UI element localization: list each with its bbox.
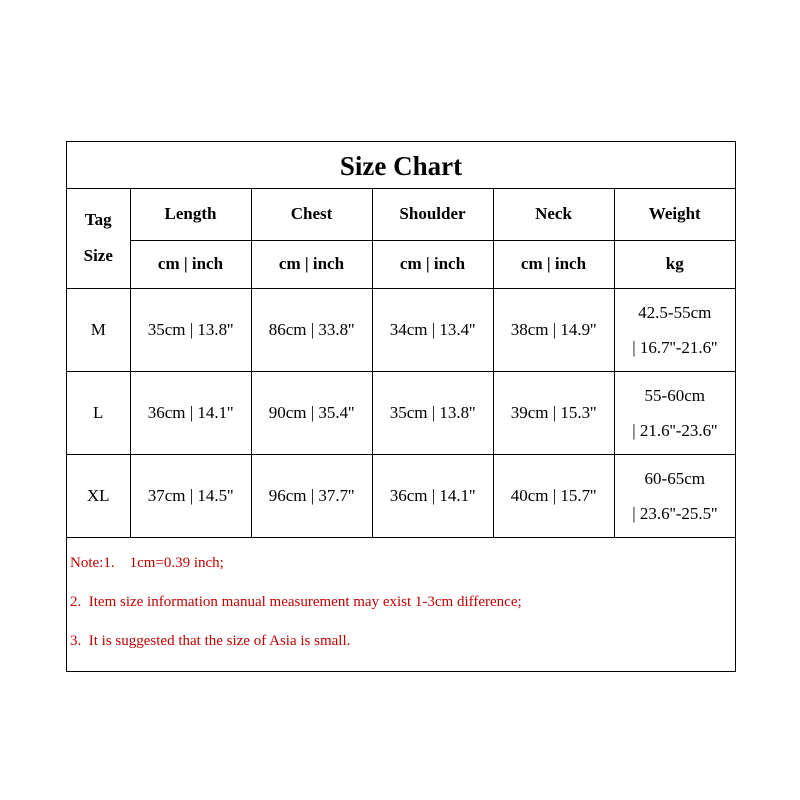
size-label: Size	[83, 246, 113, 266]
weight-cm: 60-65cm	[644, 468, 705, 488]
length-cell: 37cm | 14.5''	[130, 454, 251, 537]
shoulder-cell: 35cm | 13.8''	[372, 371, 493, 454]
length-cell: 35cm | 13.8''	[130, 288, 251, 371]
weight-inch: | 21.6''-23.6''	[632, 420, 718, 440]
table-row	[67, 454, 735, 537]
column-header-chest: Chest	[251, 189, 372, 240]
weight-cell	[614, 454, 735, 537]
shoulder-cell: 34cm | 13.4''	[372, 288, 493, 371]
weight-inch: | 23.6''-25.5''	[632, 503, 718, 523]
column-header-weight: Weight	[614, 189, 735, 240]
weight-inch: | 16.7''-21.6''	[632, 337, 718, 357]
table-row	[67, 288, 735, 371]
weight-cell	[614, 288, 735, 371]
length-cell: 36cm | 14.1''	[130, 371, 251, 454]
neck-cell: 39cm | 15.3''	[493, 371, 614, 454]
unit-neck: cm | inch	[493, 240, 614, 288]
tag-size-header	[67, 189, 130, 288]
column-header-neck: Neck	[493, 189, 614, 240]
chart-title: Size Chart	[67, 142, 735, 189]
unit-chest: cm | inch	[251, 240, 372, 288]
neck-cell: 38cm | 14.9''	[493, 288, 614, 371]
notes-section	[67, 539, 735, 671]
neck-cell: 40cm | 15.7''	[493, 454, 614, 537]
table-row	[67, 371, 735, 454]
unit-row	[67, 240, 735, 288]
shoulder-cell: 36cm | 14.1''	[372, 454, 493, 537]
size-cell: M	[67, 288, 130, 371]
chest-cell: 96cm | 37.7''	[251, 454, 372, 537]
tag-label: Tag	[84, 210, 112, 230]
size-table	[67, 189, 735, 538]
size-cell: L	[67, 371, 130, 454]
header-row	[67, 189, 735, 240]
size-chart	[66, 141, 736, 672]
chest-cell: 86cm | 33.8''	[251, 288, 372, 371]
weight-cm: 42.5-55cm	[638, 302, 712, 322]
note-1: Note:1. 1cm=0.39 inch;	[70, 555, 224, 571]
note-3: 3. It is suggested that the size of Asia is small.	[70, 633, 351, 649]
weight-cm: 55-60cm	[644, 385, 705, 405]
size-cell: XL	[67, 454, 130, 537]
column-header-length: Length	[130, 189, 251, 240]
unit-shoulder: cm | inch	[372, 240, 493, 288]
column-header-shoulder: Shoulder	[372, 189, 493, 240]
unit-length: cm | inch	[130, 240, 251, 288]
weight-cell	[614, 371, 735, 454]
chest-cell: 90cm | 35.4''	[251, 371, 372, 454]
note-2: 2. Item size information manual measurement may exist 1-3cm difference;	[70, 594, 522, 610]
unit-weight: kg	[614, 240, 735, 288]
